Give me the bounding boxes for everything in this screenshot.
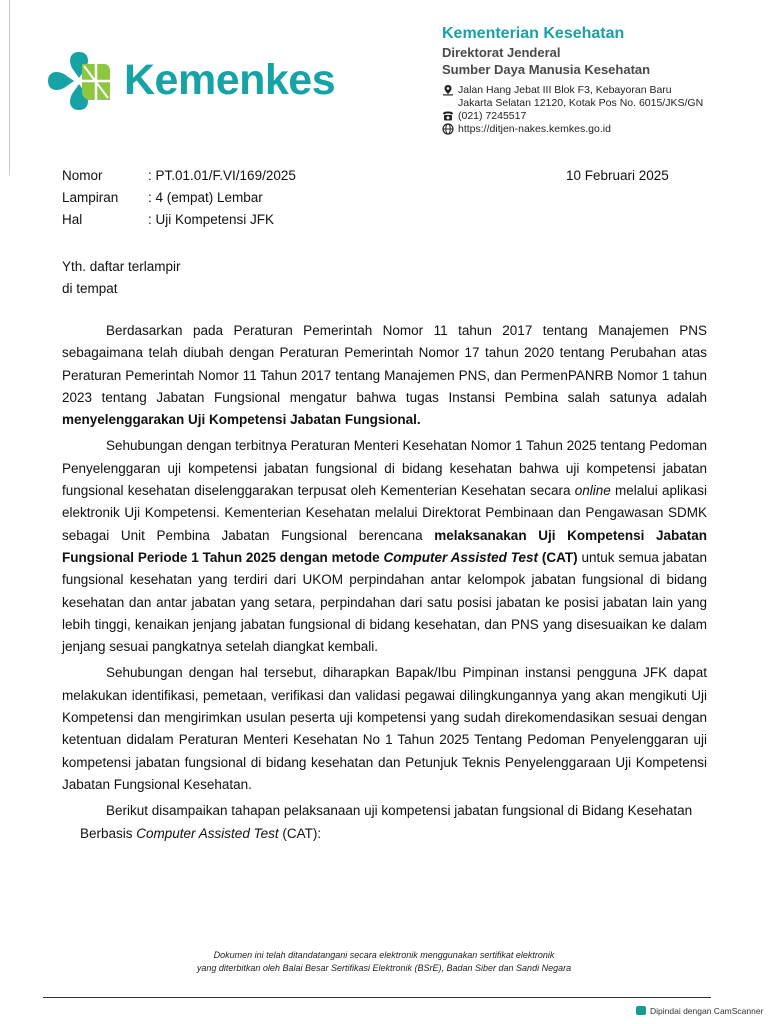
kemenkes-logo — [46, 50, 346, 112]
p1-bold: menyelenggarakan Uji Kompetensi Jabatan Fungsional. — [62, 412, 421, 428]
phone-number: (021) 7245517 — [458, 110, 527, 122]
scanner-watermark — [636, 1005, 763, 1017]
lampiran-value: : 4 (empat) Lembar — [148, 190, 263, 205]
p2-italic-online: online — [574, 483, 611, 499]
p2-bold-1: melaksanakan Uji Kompetensi Jabatan Fungsional Periode 1 Tahun 2025 dengan metode — [62, 527, 707, 565]
website-row — [442, 123, 762, 136]
paragraph-4-line-1 — [62, 800, 707, 822]
location-icon — [442, 84, 454, 96]
org-directorate: Direktorat Jenderal — [442, 45, 561, 60]
paragraph-4-line-2 — [62, 823, 707, 845]
lampiran-label: Lampiran — [62, 190, 119, 205]
footer-divider — [43, 997, 711, 998]
kemenkes-emblem-icon — [46, 50, 112, 112]
nomor-value: : PT.01.01/F.VI/169/2025 — [148, 168, 296, 183]
addressee — [62, 256, 181, 300]
hal-label: Hal — [62, 212, 83, 227]
nomor-label: Nomor — [62, 168, 103, 183]
paragraph-1 — [62, 320, 707, 431]
addressee-line-2: di tempat — [62, 281, 118, 296]
addressee-line-1: Yth. daftar terlampir — [62, 259, 181, 274]
logo-wordmark: Kemenkes — [124, 56, 336, 104]
website-url[interactable]: https://ditjen-nakes.kemkes.go.id — [458, 123, 611, 135]
paragraph-2 — [62, 435, 707, 658]
globe-icon — [442, 123, 454, 135]
letter-date: 10 Februari 2025 — [566, 168, 669, 183]
p2-part-b: melalui aplikasi elektronik Uji Kompetensi. Kementerian Kesehatan melalui Direktorat Pembinaan dan Pengawasan SDMK sebagai Unit Pembina Jabatan Fungsional berencana — [62, 483, 707, 543]
p4-line-2-italic: Computer Assisted Test — [136, 825, 279, 841]
e-signature-note — [0, 949, 768, 975]
p2-part-a: Sehubungan dengan terbitnya Peraturan Menteri Kesehatan Nomor 1 Tahun 2025 tentang Pedoman Penyelenggaran uji kompetensi jabatan fungsional di bidang kesehatan bahwa uji kompetensi jabatan fungsional kesehatan diselenggarakan terpusat oleh Kementerian Kesehatan secara — [62, 438, 707, 499]
e-signature-note-line-1: Dokumen ini telah ditandatangani secara elektronik menggunakan sertifikat elektronik — [213, 950, 555, 960]
contact-list — [442, 84, 762, 136]
letterhead-org — [442, 24, 762, 136]
address-line-1: Jalan Hang Jebat III Blok F3, Kebayoran Baru — [458, 84, 672, 96]
p2-bold-2: (CAT) — [538, 549, 578, 565]
phone-icon — [442, 110, 454, 122]
p1-text: Berdasarkan pada Peraturan Pemerintah Nomor 11 tahun 2017 tentang Manajemen PNS sebagaimana telah diubah dengan Peraturan Pemerintah Nomor 17 tahun 2020 tentang Perubahan atas Peraturan Pemerintah Nomor 11 Tahun 2017 tentang Manajemen PNS, dan PermenPANRB Nomor 1 tahun 2023 tentang Jabatan Fungsional mengatur bahwa tugas Instansi Pembina salah satunya adalah — [62, 323, 707, 405]
p4-line-1-text: Berikut disampaikan tahapan pelaksanaan uji kompetensi jabatan fungsional di Bidang Kesehatan — [106, 803, 693, 819]
camscanner-icon — [636, 1006, 646, 1015]
p3-text: Sehubungan dengan hal tersebut, diharapkan Bapak/Ibu Pimpinan instansi pengguna JFK dapat melakukan identifikasi, pemetaan, verifikasi dan validasi pegawai dilingkungannya yang akan mengikuti Uji Kompetensi dan mengirimkan usulan peserta uji kompetensi yang sudah direkomendasikan sesuai dengan ketentuan didalam Peraturan Menteri Kesehatan No 1 Tahun 2025 Tentang Pedoman Penyelenggaran uji kompetensi jabatan fungsional di bidang kesehatan dan Petunjuk Teknis Penyelenggaraan Uji Kompetensi Jabatan Fungsional Kesehatan. — [62, 665, 707, 792]
scanner-text: Dipindai dengan CamScanner — [650, 1006, 764, 1016]
p4-line-2-b: (CAT): — [278, 825, 322, 841]
paragraph-3 — [62, 662, 707, 796]
org-department: Sumber Daya Manusia Kesehatan — [442, 62, 651, 77]
p4-line-2-a: Berbasis — [80, 825, 137, 841]
address-row — [442, 84, 762, 110]
org-title: Kementerian Kesehatan — [442, 25, 625, 42]
address-line-2: Jakarta Selatan 12120, Kotak Pos No. 6015/JKS/GN — [458, 97, 704, 109]
hal-value: : Uji Kompetensi JFK — [148, 212, 275, 227]
phone-row — [442, 110, 762, 123]
p2-part-c: untuk semua jabatan fungsional kesehatan yang terdiri dari UKOM perpindahan antar kelompok jabatan fungsional di bidang kesehatan dan antar jabatan yang setara, perpindahan dari satu posisi jabatan ke posisi jabatan lain yang lebih tinggi, kenaikan jenjang jabatan fungsional di bidang kesehatan, dan PNS yang disesuaikan ke dalam jenjang sesuai pangkatnya setelah diangkat kembali. — [62, 549, 707, 655]
scan-edge-line — [9, 0, 10, 175]
e-signature-note-line-2: yang diterbitkan oleh Balai Besar Sertifikasi Elektronik (BSrE), Badan Siber dan Sandi Negara — [196, 963, 572, 973]
p2-bold-italic-cat: Computer Assisted Test — [383, 549, 539, 565]
letter-body — [62, 320, 707, 845]
